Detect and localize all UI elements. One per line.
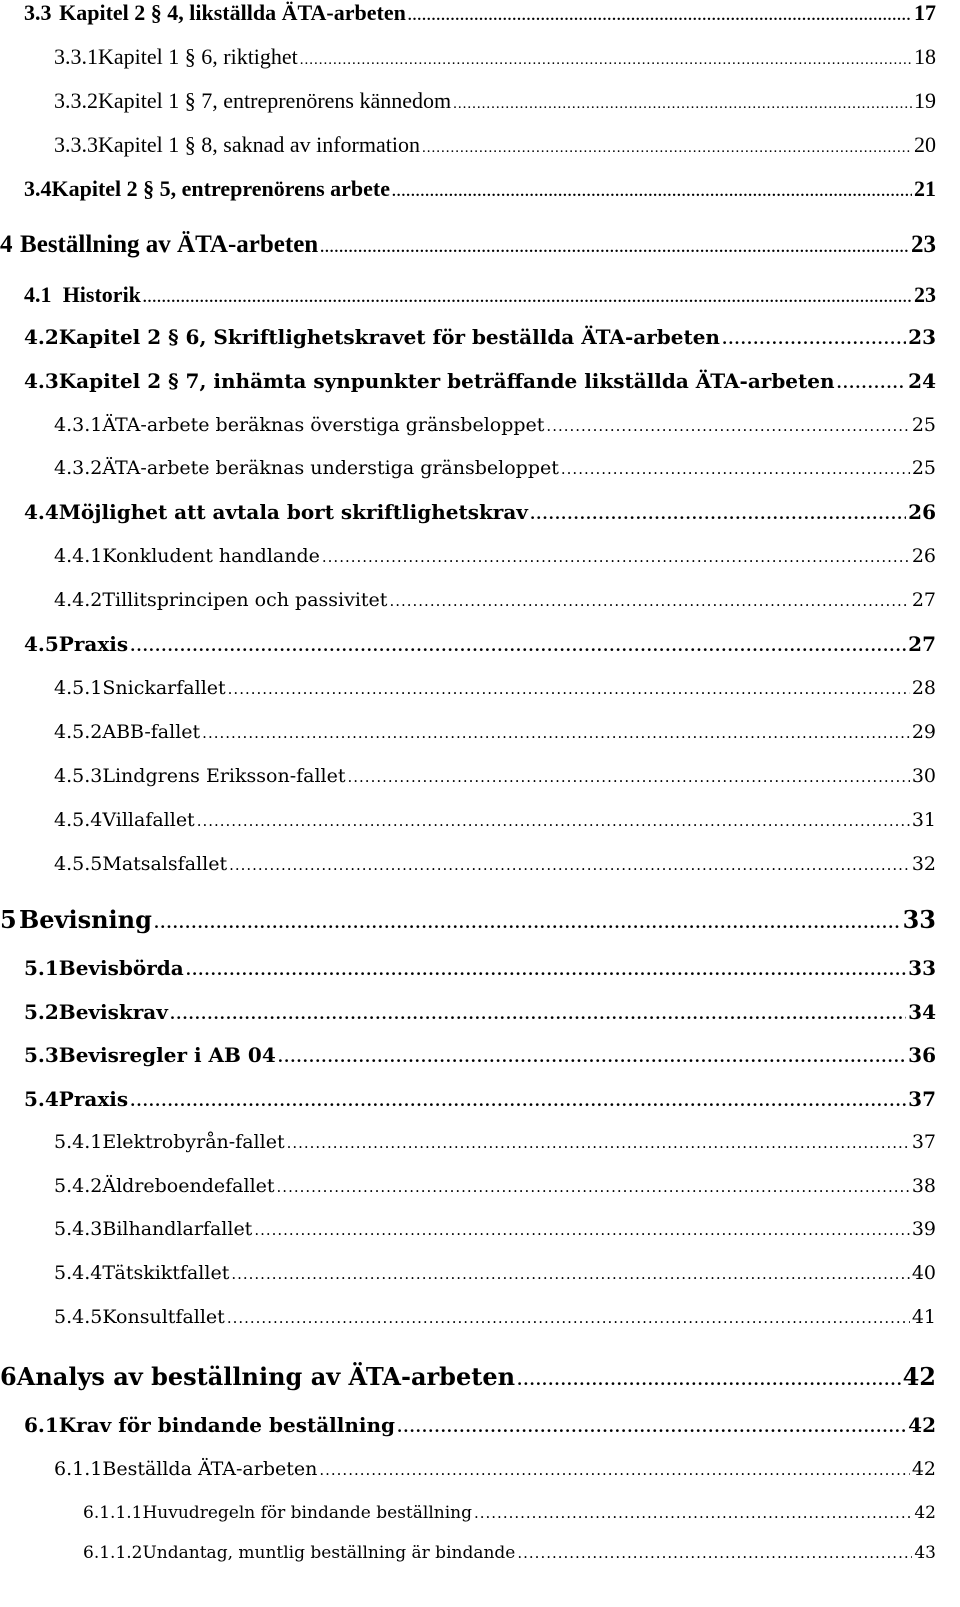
toc-leader	[202, 724, 910, 742]
toc-entry[interactable]	[0, 1503, 936, 1523]
toc-entry[interactable]	[0, 545, 936, 567]
toc-entry-number: 4.5.3	[54, 765, 103, 787]
toc-leader	[278, 1048, 906, 1066]
toc-entry-page: 23	[908, 325, 936, 349]
toc-leader	[319, 1461, 909, 1479]
toc-entry-title: Äldreboendefallet	[102, 1175, 275, 1197]
toc-entry[interactable]	[0, 88, 936, 114]
toc-entry-title: Bevisbörda	[58, 956, 184, 980]
toc-entry-title: Konsultfallet	[102, 1306, 225, 1328]
toc-entry-number: 4.5.1	[54, 677, 103, 699]
toc-entry[interactable]	[0, 956, 936, 980]
toc-entry-page: 42	[908, 1413, 936, 1437]
toc-entry-title: Analys av beställning av ÄTA-arbeten	[16, 1362, 516, 1391]
toc-leader	[517, 1544, 912, 1562]
toc-entry-number: 4.4.1	[54, 545, 103, 567]
toc-entry-title: Kapitel 1 § 8, saknad av information	[98, 132, 420, 157]
toc-entry-number: 4.5.2	[54, 721, 103, 743]
toc-entry-title: Snickarfallet	[102, 677, 226, 699]
toc-entry-page: 25	[911, 414, 936, 436]
toc-entry-number: 4.4	[24, 500, 59, 524]
toc-entry-number: 4.4.2	[54, 589, 103, 611]
toc-leader	[408, 8, 912, 25]
toc-entry-number: 5.3	[24, 1043, 59, 1067]
toc-entry[interactable]	[0, 853, 936, 875]
toc-entry-page: 40	[911, 1262, 936, 1284]
toc-entry-page: 27	[908, 632, 936, 656]
toc-entry-title: ÄTA-arbete beräknas överstiga gränsbeloppet	[102, 414, 545, 436]
toc-entry-page: 23	[911, 231, 936, 258]
toc-entry-page: 37	[908, 1087, 936, 1111]
toc-leader	[348, 768, 910, 786]
toc-entry-title: Bevisregler i AB 04	[58, 1043, 276, 1067]
toc-leader	[228, 680, 910, 698]
toc-leader	[254, 1221, 909, 1239]
toc-entry-title: Beställning av ÄTA-arbeten	[20, 231, 319, 258]
toc-entry-page: 39	[911, 1218, 936, 1240]
toc-entry-title: ABB-fallet	[102, 721, 201, 743]
toc-entry-number: 6.1.1.1	[83, 1503, 143, 1523]
toc-entry[interactable]	[0, 1175, 936, 1197]
toc-entry[interactable]	[0, 1362, 936, 1391]
toc-entry[interactable]	[0, 1087, 936, 1111]
toc-entry[interactable]	[0, 282, 936, 308]
toc-entry-number: 4	[0, 231, 13, 258]
toc-entry-number: 4.1	[24, 282, 52, 307]
toc-entry[interactable]	[0, 1262, 936, 1284]
toc-entry-title: Lindgrens Eriksson-fallet	[102, 765, 346, 787]
toc-leader	[453, 96, 912, 113]
toc-entry-title: Kapitel 2 § 6, Skriftlighetskravet för beställda ÄTA-arbeten	[58, 325, 720, 349]
toc-entry[interactable]	[0, 765, 936, 787]
toc-entry-title: Undantag, muntlig beställning är bindande	[142, 1543, 516, 1563]
toc-entry-number: 5.4.1	[54, 1131, 103, 1153]
toc-entry-number: 3.3.1	[54, 44, 98, 69]
toc-entry-title: Kapitel 2 § 7, inhämta synpunkter beträffande likställda ÄTA-arbeten	[58, 369, 835, 393]
toc-entry-number: 4.5.5	[54, 853, 103, 875]
toc-entry-page: 18	[914, 44, 936, 69]
toc-entry[interactable]	[0, 1043, 936, 1067]
toc-entry[interactable]	[0, 1543, 936, 1563]
toc-entry-number: 3.3	[24, 0, 52, 25]
toc-entry-page: 28	[911, 677, 936, 699]
toc-leader	[170, 1005, 906, 1023]
toc-leader	[197, 812, 910, 830]
toc-entry-title: Praxis	[58, 632, 129, 656]
toc-entry[interactable]	[0, 677, 936, 699]
toc-entry-title: Möjlighet att avtala bort skriftlighetskrav	[58, 500, 528, 524]
toc-entry-number: 4.5.4	[54, 809, 103, 831]
toc-leader	[130, 1092, 906, 1110]
toc-entry-number: 4.3.1	[54, 414, 103, 436]
toc-entry[interactable]	[0, 589, 936, 611]
toc-entry-number: 6.1.1.2	[83, 1543, 143, 1563]
toc-entry-title: Elektrobyrån-fallet	[102, 1131, 285, 1153]
toc-leader	[300, 52, 912, 69]
toc-entry-page: 30	[911, 765, 936, 787]
toc-entry-page: 21	[914, 176, 936, 201]
toc-entry-page: 43	[914, 1543, 936, 1563]
toc-entry-page: 23	[914, 282, 936, 307]
toc-entry-page: 37	[911, 1131, 936, 1153]
toc-entry-page: 41	[911, 1306, 936, 1328]
toc-entry-number: 5	[0, 905, 17, 934]
toc-entry[interactable]	[0, 500, 936, 524]
toc-entry[interactable]	[0, 1000, 936, 1024]
toc-entry-number: 6.1.1	[54, 1458, 103, 1480]
toc-entry[interactable]	[0, 0, 936, 26]
toc-entry-title: Kapitel 2 § 4, likställda ÄTA-arbeten	[59, 0, 406, 25]
toc-entry[interactable]	[0, 721, 936, 743]
toc-entry-page: 38	[911, 1175, 936, 1197]
toc-entry-title: Beställda ÄTA-arbeten	[102, 1458, 318, 1480]
toc-entry-number: 5.2	[24, 1000, 59, 1024]
toc-entry-number: 3.4	[24, 176, 52, 201]
toc-entry[interactable]	[0, 231, 936, 259]
toc-entry-number: 3.3.2	[54, 88, 98, 113]
toc-entry-number: 5.4	[24, 1087, 59, 1111]
toc-entry-page: 42	[902, 1362, 936, 1391]
toc-entry-page: 27	[911, 589, 936, 611]
toc-entry-title: Huvudregeln för bindande beställning	[142, 1503, 472, 1523]
toc-entry-page: 32	[911, 853, 936, 875]
toc-entry-page: 42	[911, 1458, 936, 1480]
toc-leader	[389, 592, 909, 610]
toc-entry-title: Matsalsfallet	[102, 853, 228, 875]
toc-leader	[143, 290, 912, 307]
toc-entry-number: 6	[0, 1362, 17, 1391]
toc-entry-number: 5.4.4	[54, 1262, 103, 1284]
toc-entry-page: 34	[908, 1000, 936, 1024]
toc-leader	[227, 1309, 910, 1327]
toc-leader	[722, 330, 906, 348]
toc-leader	[517, 1371, 901, 1389]
toc-entry[interactable]	[0, 632, 936, 656]
toc-entry[interactable]	[0, 369, 936, 393]
toc-leader	[287, 1134, 910, 1152]
toc-entry-number: 4.3	[24, 369, 59, 393]
toc-entry-page: 17	[914, 0, 936, 25]
toc-entry-page: 31	[911, 809, 936, 831]
toc-entry[interactable]	[0, 1458, 936, 1480]
toc-entry-page: 26	[911, 545, 936, 567]
toc-entry-number: 4.5	[24, 632, 59, 656]
toc-entry[interactable]	[0, 1306, 936, 1328]
toc-entry[interactable]	[0, 325, 936, 349]
toc-leader	[397, 1418, 906, 1436]
toc-leader	[474, 1504, 912, 1522]
toc-entry-title: Praxis	[58, 1087, 129, 1111]
toc-entry-title: Konkludent handlande	[102, 545, 320, 567]
toc-entry[interactable]	[0, 1131, 936, 1153]
toc-entry-title: Kapitel 1 § 7, entreprenörens kännedom	[98, 88, 452, 113]
toc-entry-page: 36	[908, 1043, 936, 1067]
toc-entry-number: 5.1	[24, 956, 59, 980]
toc-entry-number: 5.4.3	[54, 1218, 103, 1240]
toc-entry-title: ÄTA-arbete beräknas understiga gränsbeloppet	[102, 457, 559, 479]
toc-entry[interactable]	[0, 457, 936, 479]
toc-leader	[229, 856, 910, 874]
toc-entry-title: Tätskiktfallet	[102, 1262, 230, 1284]
toc-entry-number: 4.3.2	[54, 457, 103, 479]
toc-entry-title: Beviskrav	[58, 1000, 168, 1024]
toc-entry-title: Historik	[62, 282, 141, 307]
toc-leader	[561, 460, 910, 478]
toc-entry-page: 26	[908, 500, 936, 524]
toc-entry-page: 25	[911, 457, 936, 479]
toc-entry-title: Bevisning	[18, 905, 152, 934]
toc-entry-title: Krav för bindande beställning	[58, 1413, 396, 1437]
toc-entry[interactable]	[0, 176, 936, 202]
toc-leader	[392, 184, 912, 201]
toc-entry[interactable]	[0, 414, 936, 436]
toc-leader	[546, 417, 909, 435]
toc-entry-page: 24	[908, 369, 936, 393]
toc-entry-number: 5.4.5	[54, 1306, 103, 1328]
toc-leader	[422, 140, 912, 157]
toc-leader	[837, 374, 907, 392]
toc-entry[interactable]	[0, 1413, 936, 1437]
toc-leader	[231, 1265, 909, 1283]
toc-entry-title: Villafallet	[102, 809, 195, 831]
toc-leader	[320, 240, 909, 257]
toc-entry-title: Bilhandlarfallet	[102, 1218, 253, 1240]
toc-entry-page: 19	[914, 88, 936, 113]
toc-entry[interactable]	[0, 905, 936, 934]
toc-leader	[130, 637, 906, 655]
toc-leader	[322, 548, 910, 566]
toc-entry-title: Kapitel 2 § 5, entreprenörens arbete	[51, 176, 391, 201]
toc-entry[interactable]	[0, 1218, 936, 1240]
toc-entry-number: 6.1	[24, 1413, 59, 1437]
toc-entry[interactable]	[0, 809, 936, 831]
toc-entry-page: 29	[911, 721, 936, 743]
toc-entry-number: 3.3.3	[54, 132, 98, 157]
toc-entry-page: 33	[902, 905, 936, 934]
toc-leader	[530, 505, 906, 523]
toc-entry-title: Tillitsprincipen och passivitet	[102, 589, 388, 611]
toc-entry[interactable]	[0, 44, 936, 70]
toc-entry-title: Kapitel 1 § 6, riktighet	[98, 44, 298, 69]
toc-entry-page: 33	[908, 956, 936, 980]
toc-leader	[154, 914, 901, 932]
toc-entry-number: 5.4.2	[54, 1175, 103, 1197]
toc-leader	[277, 1178, 910, 1196]
toc-entry-page: 42	[914, 1503, 936, 1523]
toc-entry-page: 20	[914, 132, 936, 157]
toc-leader	[186, 961, 906, 979]
toc-entry-number: 4.2	[24, 325, 59, 349]
toc-entry[interactable]	[0, 132, 936, 158]
